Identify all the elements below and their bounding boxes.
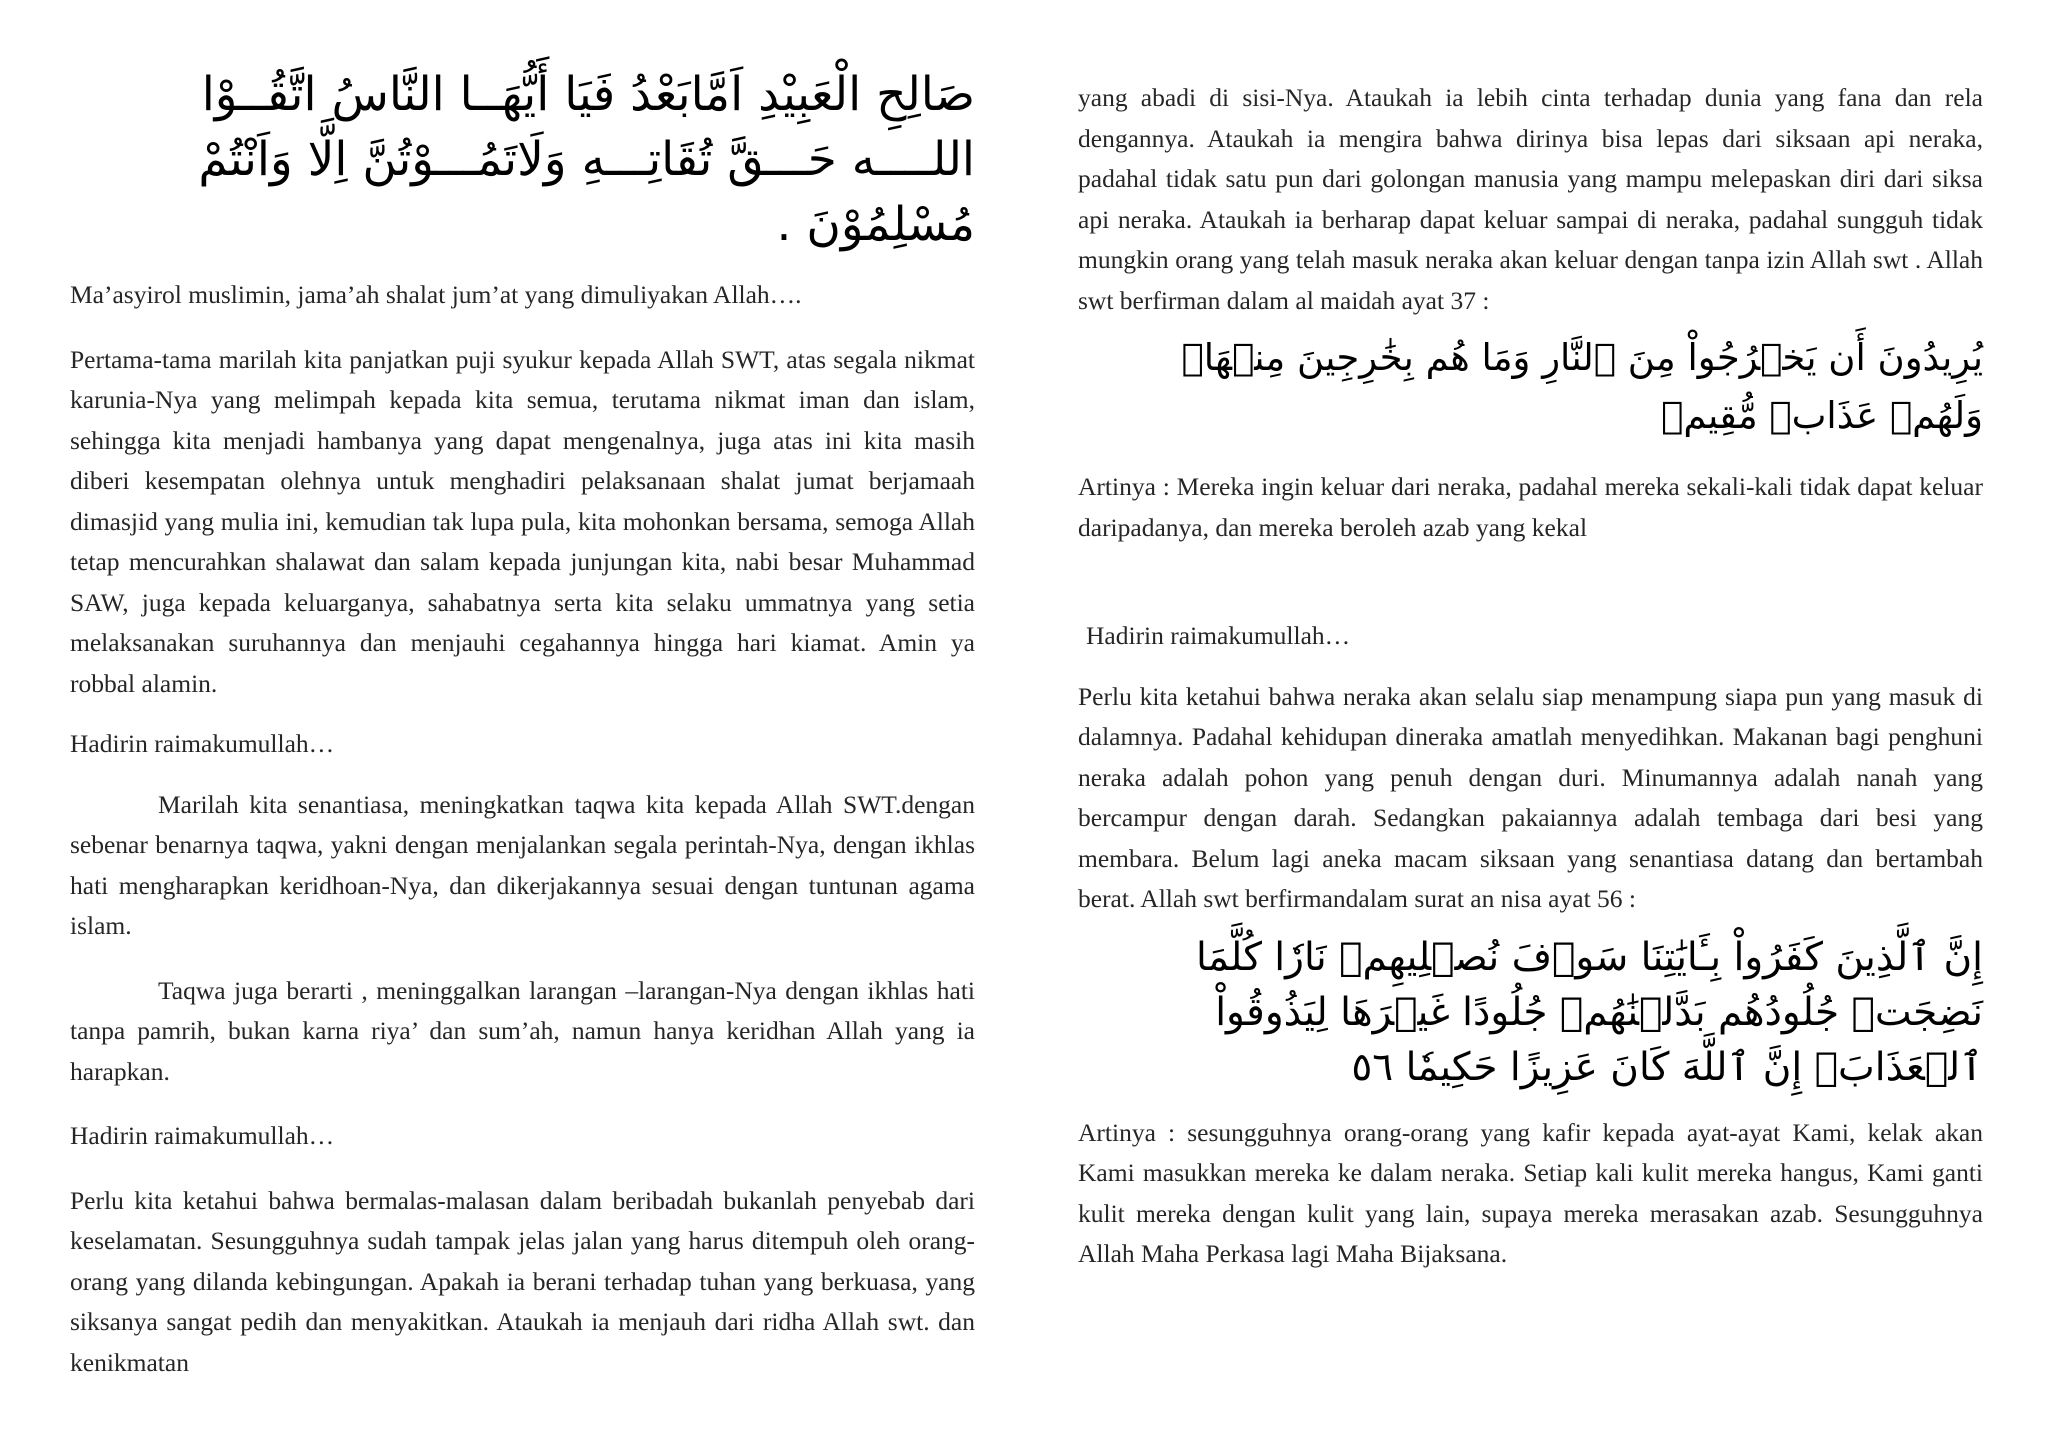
translation-maidah: Artinya : Mereka ingin keluar dari neraka, padahal mereka sekali-kali tidak dapat keluar daripadanya, dan mereka beroleh azab yang kekal: [1078, 472, 1983, 542]
arabic-verse-nisa: إِنَّ ٱلَّذِينَ كَفَرُواْ بِـَٔايَٰتِنَا سَوۡفَ نُصۡلِيهِمۡ نَارٗا كُلَّمَا نَضِجَتۡ جُلُودُهُم بَدَّلۡنَٰهُمۡ جُلُودًا غَيۡرَهَا لِيَذُوقُواْ ٱلۡعَذَابَۗ إِنَّ ٱللَّهَ كَانَ عَزِيزًا حَكِيمٗا ٥٦: [1196, 934, 1983, 1090]
section-heading: Hadirin raimakumullah…: [70, 1121, 335, 1150]
arabic-opening-verse: صَالِحِ الْعَبِيْدِ اَمَّابَعْدُ فَيَا أَيُّهَــا النَّاسُ اتَّقُــوْا اللــــه حَـــقَّ تُقَاتِـــهِ وَلَاتَمُـــوْتُنَّ اِلَّا وَاَنْتُمْ مُسْلِمُوْنَ .: [198, 67, 975, 252]
paragraph-continuation: yang abadi di sisi-Nya. Ataukah ia lebih cinta terhadap dunia yang fana dan rela dengannya. Ataukah ia mengira bahwa dirinya bisa lepas dari siksaan api neraka, padahal tidak satu pun dari golongan manusia yang mampu melepaskan diri dari siksa api neraka. Ataukah ia berharap dapat keluar sampai di neraka, padahal sungguh tidak mungkin orang yang telah masuk neraka akan keluar dengan tanpa izin Allah swt . Allah swt berfirman dalam al maidah ayat 37 :: [1078, 83, 1983, 315]
right-column: [1078, 78, 1983, 1275]
left-column: [70, 62, 975, 1383]
paragraph-hell: Perlu kita ketahui bahwa neraka akan selalu siap menampung siapa pun yang masuk di dalamnya. Padahal kehidupan dineraka amatlah menyedihkan. Makanan bagi penghuni neraka adalah pohon yang penuh dengan duri. Minumannya adalah nanah yang bercampur dengan darah. Sedangkan pakaiannya adalah tembaga dari besi yang membara. Belum lagi aneka macam siksaan yang senantiasa datang dan bertambah berat. Allah swt berfirmandalam surat an nisa ayat 56 :: [1078, 681, 1983, 913]
arabic-verse-maidah: يُرِيدُونَ أَن يَخۡرُجُواْ مِنَ ٱلنَّارِ وَمَا هُم بِخَٰرِجِينَ مِنۡهَاۖ وَلَهُمۡ عَذَابٞ مُّقِيمٞ: [1181, 336, 1983, 437]
paragraph-praise: Pertama-tama marilah kita panjatkan puji syukur kepada Allah SWT, atas segala nikmat karunia-Nya yang melimpah kepada kita semua, terutama nikmat iman dan islam, sehingga kita menjadi hambanya yang dapat mengenalnya, juga atas ini kita masih diberi kesempatan olehnya untuk menghadiri pelaksanaan shalat jumat berjamaah dimasjid yang mulia ini, kemudian tak lupa pula, kita mohonkan bersama, semoga Allah tetap mencurahkan shalawat dan salam kepada junjungan kita, nabi besar Muhammad SAW, juga kepada keluarganya, sahabatnya serta kita selaku ummatnya yang setia melaksanakan suruhannya dan menjauhi cegahannya hingga hari kiamat. Amin ya robbal alamin.: [70, 344, 975, 698]
paragraph-laziness: Perlu kita ketahui bahwa bermalas-malasan dalam beribadah bukanlah penyebab dari keselamatan. Sesungguhnya sudah tampak jelas jalan yang harus ditempuh oleh orang-orang yang dilanda kebingungan. Apakah ia berani terhadap tuhan yang berkuasa, yang siksanya sangat pedih dan menyakitkan. Ataukah ia menjauh dari ridha Allah swt. dan kenikmatan: [70, 1185, 975, 1377]
section-heading: Hadirin raimakumullah…: [70, 729, 335, 758]
section-heading: Hadirin raimakumullah…: [1086, 621, 1351, 650]
translation-nisa: Artinya : sesungguhnya orang-orang yang kafir kepada ayat-ayat Kami, kelak akan Kami masukkan mereka ke dalam neraka. Setiap kali kulit mereka hangus, Kami ganti kulit mereka dengan kulit yang lain, supaya mereka merasakan azab. Sesungguhnya Allah Maha Perkasa lagi Maha Bijaksana.: [1078, 1117, 1983, 1268]
paragraph-taqwa-meaning: Taqwa juga berarti , meninggalkan larangan –larangan-Nya dengan ikhlas hati tanpa pamrih, bukan karna riya’ dan sum’ah, namun hanya keridhan Allah yang ia harapkan.: [70, 975, 975, 1086]
greeting-line: Ma’asyirol muslimin, jama’ah shalat jum’at yang dimuliyakan Allah….: [70, 280, 802, 309]
paragraph-taqwa: Marilah kita senantiasa, meningkatkan taqwa kita kepada Allah SWT.dengan sebenar benarnya taqwa, yakni dengan menjalankan segala perintah-Nya, dengan ikhlas hati mengharapkan keridhoan-Nya, dan dikerjakannya sesuai dengan tuntunan agama islam.: [70, 789, 975, 940]
